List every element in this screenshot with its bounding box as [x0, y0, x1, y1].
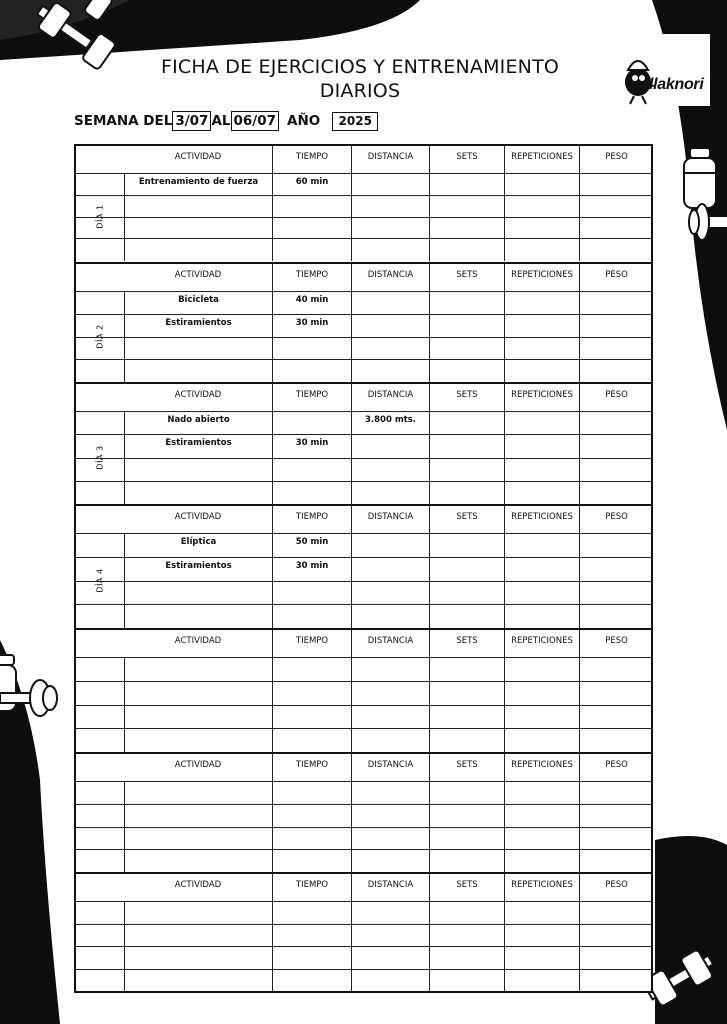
- sets-cell[interactable]: [429, 435, 504, 458]
- column-header-row: [76, 754, 651, 781]
- distancia-cell[interactable]: [351, 218, 429, 240]
- peso-cell[interactable]: [579, 292, 653, 315]
- actividad-cell[interactable]: [124, 729, 272, 753]
- training-sheet: [74, 144, 653, 993]
- actividad-cell[interactable]: [124, 360, 272, 383]
- repeticiones-cell[interactable]: [504, 459, 579, 482]
- page-title: [100, 55, 620, 103]
- column-header-actividad: ACTIVIDAD: [174, 512, 222, 522]
- tiempo-cell[interactable]: [272, 315, 351, 338]
- column-header-peso: PESO: [579, 264, 653, 291]
- table-row: [76, 434, 651, 458]
- distancia-cell[interactable]: [351, 558, 429, 582]
- tiempo-cell[interactable]: [272, 925, 351, 948]
- sets-cell[interactable]: [429, 174, 504, 196]
- tiempo-cell[interactable]: [272, 174, 351, 196]
- day-block: [76, 628, 651, 752]
- table-row: [76, 728, 651, 753]
- day-block: [76, 262, 651, 382]
- peso-cell[interactable]: [579, 338, 653, 361]
- actividad-cell[interactable]: [124, 605, 272, 629]
- table-row: [76, 337, 651, 361]
- peso-cell[interactable]: [579, 729, 653, 753]
- column-header-sets: SETS: [429, 630, 504, 657]
- tiempo-cell[interactable]: [272, 682, 351, 706]
- actividad-value: Nado abierto: [167, 415, 230, 425]
- tiempo-value: 40 min: [295, 295, 329, 305]
- peso-cell[interactable]: [579, 605, 653, 629]
- column-header-row: [76, 146, 651, 173]
- sets-cell[interactable]: [429, 947, 504, 970]
- repeticiones-cell[interactable]: [504, 682, 579, 706]
- sets-cell[interactable]: [429, 315, 504, 338]
- column-header-sets: SETS: [429, 754, 504, 781]
- tiempo-cell[interactable]: [272, 558, 351, 582]
- table-row: [76, 705, 651, 730]
- distancia-cell[interactable]: [351, 925, 429, 948]
- actividad-cell[interactable]: [124, 482, 272, 505]
- actividad-cell[interactable]: [124, 218, 272, 240]
- sets-cell[interactable]: [429, 534, 504, 558]
- peso-cell[interactable]: [579, 315, 653, 338]
- repeticiones-cell[interactable]: [504, 970, 579, 993]
- actividad-cell[interactable]: [124, 435, 272, 458]
- sets-cell[interactable]: [429, 292, 504, 315]
- table-row: [76, 195, 651, 218]
- repeticiones-cell[interactable]: [504, 412, 579, 435]
- column-header-repeticiones: REPETICIONES: [504, 874, 579, 901]
- peso-cell[interactable]: [579, 970, 653, 993]
- repeticiones-cell[interactable]: [504, 196, 579, 218]
- actividad-cell[interactable]: [124, 412, 272, 435]
- distancia-cell[interactable]: [351, 706, 429, 730]
- tiempo-cell[interactable]: [272, 805, 351, 828]
- peso-cell[interactable]: [579, 582, 653, 606]
- sets-cell[interactable]: [429, 902, 504, 925]
- actividad-value: Estiramientos: [165, 560, 232, 571]
- tiempo-cell[interactable]: [272, 459, 351, 482]
- column-header-tiempo: TIEMPO: [272, 874, 351, 901]
- tiempo-cell[interactable]: [272, 582, 351, 606]
- day-label-text: DÍA 1: [95, 204, 105, 229]
- table-row: [76, 557, 651, 582]
- table-row: [76, 291, 651, 315]
- table-row: [76, 481, 651, 505]
- sets-cell[interactable]: [429, 970, 504, 993]
- repeticiones-cell[interactable]: [504, 782, 579, 805]
- distancia-cell[interactable]: [351, 360, 429, 383]
- actividad-cell[interactable]: [124, 970, 272, 993]
- distancia-cell[interactable]: [351, 412, 429, 435]
- distancia-cell[interactable]: [351, 805, 429, 828]
- actividad-cell[interactable]: [124, 338, 272, 361]
- repeticiones-cell[interactable]: [504, 828, 579, 851]
- column-header-peso: PESO: [579, 506, 653, 533]
- sets-cell[interactable]: [429, 196, 504, 218]
- column-header-tiempo: TIEMPO: [272, 630, 351, 657]
- actividad-cell[interactable]: [124, 805, 272, 828]
- distancia-cell[interactable]: [351, 534, 429, 558]
- actividad-value: Entrenamiento de fuerza: [138, 177, 259, 187]
- table-row: [76, 804, 651, 828]
- tiempo-cell[interactable]: [272, 782, 351, 805]
- repeticiones-cell[interactable]: [504, 292, 579, 315]
- actividad-cell[interactable]: [124, 292, 272, 315]
- tiempo-cell[interactable]: [272, 338, 351, 361]
- year-field[interactable]: 2025: [332, 112, 378, 131]
- column-header-actividad: ACTIVIDAD: [174, 390, 222, 400]
- column-header-distancia: DISTANCIA: [351, 146, 429, 173]
- actividad-cell[interactable]: [124, 782, 272, 805]
- table-row: [76, 827, 651, 851]
- actividad-cell[interactable]: [124, 828, 272, 851]
- repeticiones-cell[interactable]: [504, 850, 579, 873]
- column-header-row: [76, 874, 651, 901]
- tiempo-cell[interactable]: [272, 902, 351, 925]
- peso-cell[interactable]: [579, 902, 653, 925]
- repeticiones-cell[interactable]: [504, 534, 579, 558]
- column-header-actividad: ACTIVIDAD: [174, 636, 222, 646]
- table-row: [76, 238, 651, 261]
- brand-wordmark: llaknori: [649, 76, 704, 93]
- table-row: [76, 681, 651, 706]
- column-header-row: [76, 264, 651, 291]
- sets-cell[interactable]: [429, 828, 504, 851]
- table-row: [76, 901, 651, 925]
- table-row: [76, 359, 651, 383]
- repeticiones-cell[interactable]: [504, 902, 579, 925]
- tiempo-value: 30 min: [295, 438, 329, 449]
- day-label-text: DÍA 3: [95, 445, 105, 470]
- week-selector: [74, 111, 378, 131]
- table-row: [76, 924, 651, 948]
- peso-cell[interactable]: [579, 805, 653, 828]
- distancia-cell[interactable]: [351, 902, 429, 925]
- distancia-cell[interactable]: [351, 970, 429, 993]
- repeticiones-cell[interactable]: [504, 218, 579, 240]
- column-header-tiempo: TIEMPO: [272, 506, 351, 533]
- week-mid-label: AL: [211, 113, 231, 129]
- sets-cell[interactable]: [429, 558, 504, 582]
- title-line-1: FICHA DE EJERCICIOS Y ENTRENAMIENTO: [160, 56, 560, 78]
- peso-cell[interactable]: [579, 947, 653, 970]
- peso-cell[interactable]: [579, 459, 653, 482]
- tiempo-cell[interactable]: [272, 218, 351, 240]
- tiempo-value: 30 min: [295, 317, 329, 328]
- column-header-distancia: DISTANCIA: [351, 874, 429, 901]
- peso-cell[interactable]: [579, 360, 653, 383]
- table-row: [76, 657, 651, 682]
- tiempo-cell[interactable]: [272, 850, 351, 873]
- week-prefix: SEMANA DEL: [74, 113, 173, 129]
- distancia-value: 3.800 mts.: [364, 415, 417, 425]
- actividad-cell[interactable]: [124, 239, 272, 261]
- distancia-cell[interactable]: [351, 459, 429, 482]
- peso-cell[interactable]: [579, 558, 653, 582]
- distancia-cell[interactable]: [351, 947, 429, 970]
- sets-cell[interactable]: [429, 729, 504, 753]
- actividad-value: Estiramientos: [165, 317, 232, 328]
- column-header-row: [76, 384, 651, 411]
- actividad-cell[interactable]: [124, 196, 272, 218]
- table-row: [76, 173, 651, 196]
- peso-cell[interactable]: [579, 828, 653, 851]
- distancia-cell[interactable]: [351, 729, 429, 753]
- repeticiones-cell[interactable]: [504, 315, 579, 338]
- actividad-cell[interactable]: [124, 174, 272, 196]
- sets-cell[interactable]: [429, 850, 504, 873]
- sets-cell[interactable]: [429, 239, 504, 261]
- peso-cell[interactable]: [579, 435, 653, 458]
- column-header-actividad: ACTIVIDAD: [174, 880, 222, 890]
- distancia-cell[interactable]: [351, 435, 429, 458]
- tiempo-cell[interactable]: [272, 828, 351, 851]
- actividad-cell[interactable]: [124, 558, 272, 582]
- tiempo-cell[interactable]: [272, 658, 351, 682]
- column-header-repeticiones: REPETICIONES: [504, 264, 579, 291]
- column-header-sets: SETS: [429, 146, 504, 173]
- sets-cell[interactable]: [429, 658, 504, 682]
- distancia-cell[interactable]: [351, 292, 429, 315]
- actividad-cell[interactable]: [124, 706, 272, 730]
- repeticiones-cell[interactable]: [504, 239, 579, 261]
- column-header-tiempo: TIEMPO: [272, 384, 351, 411]
- column-header-peso: PESO: [579, 384, 653, 411]
- year-label: AÑO: [287, 113, 321, 129]
- actividad-value: Bicicleta: [178, 295, 219, 305]
- tiempo-cell[interactable]: [272, 534, 351, 558]
- tiempo-cell[interactable]: [272, 196, 351, 218]
- tiempo-cell[interactable]: [272, 412, 351, 435]
- day-label-text: DÍA 4: [95, 568, 105, 593]
- column-header-sets: SETS: [429, 506, 504, 533]
- day-label-text: DÍA 2: [95, 324, 105, 349]
- table-row: [76, 969, 651, 993]
- table-row: [76, 849, 651, 873]
- column-header-sets: SETS: [429, 384, 504, 411]
- column-header-actividad: ACTIVIDAD: [174, 270, 222, 280]
- peso-cell[interactable]: [579, 218, 653, 240]
- repeticiones-cell[interactable]: [504, 947, 579, 970]
- distancia-cell[interactable]: [351, 482, 429, 505]
- column-header-peso: PESO: [579, 874, 653, 901]
- repeticiones-cell[interactable]: [504, 558, 579, 582]
- tiempo-value: 60 min: [295, 177, 329, 187]
- repeticiones-cell[interactable]: [504, 729, 579, 753]
- sets-cell[interactable]: [429, 459, 504, 482]
- peso-cell[interactable]: [579, 658, 653, 682]
- distancia-cell[interactable]: [351, 338, 429, 361]
- table-row: [76, 946, 651, 970]
- column-header-distancia: DISTANCIA: [351, 506, 429, 533]
- peso-cell[interactable]: [579, 782, 653, 805]
- repeticiones-cell[interactable]: [504, 582, 579, 606]
- column-header-peso: PESO: [579, 146, 653, 173]
- peso-cell[interactable]: [579, 850, 653, 873]
- peso-cell[interactable]: [579, 174, 653, 196]
- tiempo-cell[interactable]: [272, 605, 351, 629]
- distancia-cell[interactable]: [351, 682, 429, 706]
- repeticiones-cell[interactable]: [504, 805, 579, 828]
- sets-cell[interactable]: [429, 782, 504, 805]
- sets-cell[interactable]: [429, 682, 504, 706]
- peso-cell[interactable]: [579, 925, 653, 948]
- distancia-cell[interactable]: [351, 582, 429, 606]
- peso-cell[interactable]: [579, 412, 653, 435]
- actividad-cell[interactable]: [124, 947, 272, 970]
- actividad-value: Estiramientos: [165, 438, 232, 449]
- repeticiones-cell[interactable]: [504, 435, 579, 458]
- sets-cell[interactable]: [429, 605, 504, 629]
- sets-cell[interactable]: [429, 482, 504, 505]
- column-header-sets: SETS: [429, 874, 504, 901]
- table-row: [76, 604, 651, 629]
- day-block: [76, 504, 651, 628]
- day-block: [76, 382, 651, 504]
- distancia-cell[interactable]: [351, 174, 429, 196]
- repeticiones-cell[interactable]: [504, 925, 579, 948]
- column-header-actividad: ACTIVIDAD: [174, 760, 222, 770]
- sets-cell[interactable]: [429, 805, 504, 828]
- actividad-cell[interactable]: [124, 459, 272, 482]
- day-block: [76, 146, 651, 262]
- tiempo-value: 50 min: [295, 537, 329, 547]
- column-header-tiempo: TIEMPO: [272, 264, 351, 291]
- brand-logo: [610, 34, 710, 106]
- actividad-cell[interactable]: [124, 850, 272, 873]
- column-header-repeticiones: REPETICIONES: [504, 630, 579, 657]
- tiempo-cell[interactable]: [272, 947, 351, 970]
- distancia-cell[interactable]: [351, 782, 429, 805]
- actividad-cell[interactable]: [124, 534, 272, 558]
- repeticiones-cell[interactable]: [504, 482, 579, 505]
- column-header-distancia: DISTANCIA: [351, 754, 429, 781]
- repeticiones-cell[interactable]: [504, 360, 579, 383]
- tiempo-cell[interactable]: [272, 435, 351, 458]
- sets-cell[interactable]: [429, 218, 504, 240]
- title-line-2: DIARIOS: [319, 80, 401, 102]
- repeticiones-cell[interactable]: [504, 706, 579, 730]
- peso-cell[interactable]: [579, 482, 653, 505]
- peso-cell[interactable]: [579, 706, 653, 730]
- repeticiones-cell[interactable]: [504, 174, 579, 196]
- actividad-cell[interactable]: [124, 582, 272, 606]
- peso-cell[interactable]: [579, 196, 653, 218]
- distancia-cell[interactable]: [351, 658, 429, 682]
- week-to-field[interactable]: 06/07: [231, 111, 280, 131]
- column-header-repeticiones: REPETICIONES: [504, 146, 579, 173]
- tiempo-cell[interactable]: [272, 706, 351, 730]
- distancia-cell[interactable]: [351, 239, 429, 261]
- distancia-cell[interactable]: [351, 196, 429, 218]
- column-header-distancia: DISTANCIA: [351, 630, 429, 657]
- peso-cell[interactable]: [579, 239, 653, 261]
- repeticiones-cell[interactable]: [504, 658, 579, 682]
- column-header-actividad: ACTIVIDAD: [174, 152, 222, 162]
- peso-cell[interactable]: [579, 682, 653, 706]
- tiempo-cell[interactable]: [272, 360, 351, 383]
- column-header-sets: SETS: [429, 264, 504, 291]
- tiempo-cell[interactable]: [272, 729, 351, 753]
- actividad-cell[interactable]: [124, 902, 272, 925]
- actividad-cell[interactable]: [124, 658, 272, 682]
- sets-cell[interactable]: [429, 706, 504, 730]
- actividad-value: Elíptica: [180, 537, 217, 547]
- repeticiones-cell[interactable]: [504, 338, 579, 361]
- distancia-cell[interactable]: [351, 828, 429, 851]
- table-row: [76, 533, 651, 558]
- actividad-cell[interactable]: [124, 682, 272, 706]
- sets-cell[interactable]: [429, 360, 504, 383]
- tiempo-cell[interactable]: [272, 482, 351, 505]
- peso-cell[interactable]: [579, 534, 653, 558]
- column-header-repeticiones: REPETICIONES: [504, 384, 579, 411]
- column-header-tiempo: TIEMPO: [272, 146, 351, 173]
- tiempo-value: 30 min: [295, 560, 329, 571]
- actividad-cell[interactable]: [124, 925, 272, 948]
- sets-cell[interactable]: [429, 412, 504, 435]
- day-block: [76, 872, 651, 991]
- table-row: [76, 781, 651, 805]
- week-from-field[interactable]: 3/07: [172, 111, 211, 131]
- table-row: [76, 314, 651, 338]
- table-row: [76, 581, 651, 606]
- column-header-distancia: DISTANCIA: [351, 264, 429, 291]
- column-header-repeticiones: REPETICIONES: [504, 506, 579, 533]
- tiempo-cell[interactable]: [272, 292, 351, 315]
- column-header-peso: PESO: [579, 630, 653, 657]
- distancia-cell[interactable]: [351, 850, 429, 873]
- column-header-tiempo: TIEMPO: [272, 754, 351, 781]
- table-row: [76, 411, 651, 435]
- table-row: [76, 458, 651, 482]
- distancia-cell[interactable]: [351, 315, 429, 338]
- day-block: [76, 752, 651, 872]
- column-header-row: [76, 506, 651, 533]
- actividad-cell[interactable]: [124, 315, 272, 338]
- column-header-repeticiones: REPETICIONES: [504, 754, 579, 781]
- repeticiones-cell[interactable]: [504, 605, 579, 629]
- distancia-cell[interactable]: [351, 605, 429, 629]
- column-header-peso: PESO: [579, 754, 653, 781]
- table-row: [76, 217, 651, 240]
- tiempo-cell[interactable]: [272, 970, 351, 993]
- tiempo-cell[interactable]: [272, 239, 351, 261]
- sets-cell[interactable]: [429, 582, 504, 606]
- column-header-distancia: DISTANCIA: [351, 384, 429, 411]
- column-header-row: [76, 630, 651, 657]
- sets-cell[interactable]: [429, 338, 504, 361]
- sets-cell[interactable]: [429, 925, 504, 948]
